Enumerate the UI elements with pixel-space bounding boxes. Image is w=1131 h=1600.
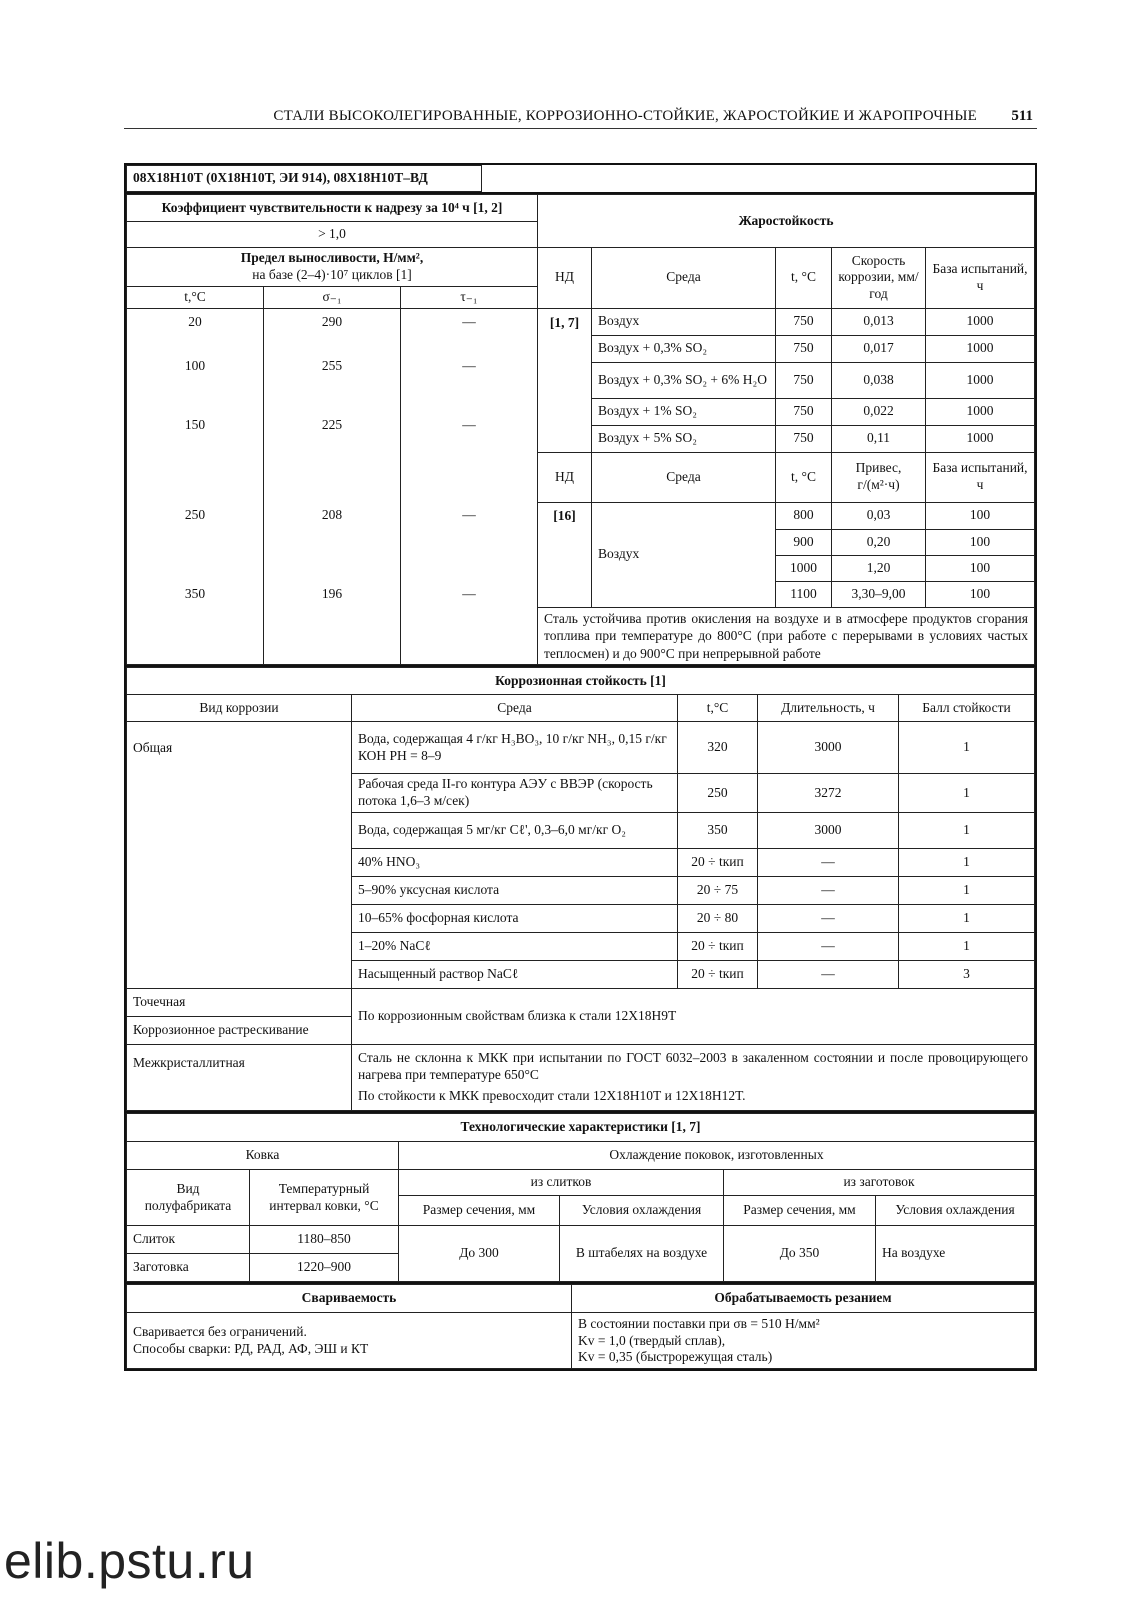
header-title: СТАЛИ ВЫСОКОЛЕГИРОВАННЫЕ, КОРРОЗИОННО-СТОЙКИЕ, ЖАРОСТОЙКИЕ И ЖАРОПРОЧНЫЕ [273,108,977,124]
watermark: elib.pstu.ru [4,1533,255,1589]
corrosion-h-duration: Длительность, ч [758,695,899,722]
endurance-title-main: Предел выносливости, Н/мм², [240,250,424,265]
corrosion-ig-note-2: По стойкости к МКК превосходит стали 12Х18Н10Т и 12Х18Н12Т. [358,1088,746,1104]
heat-h-base: База испытаний, ч [926,248,1035,309]
heat-cell: 0,013 [832,308,926,335]
heat-h-medium: Среда [592,248,776,309]
heat-h2-medium: Среда [592,452,776,502]
corrosion-pitting: Точечная [127,989,352,1017]
corrosion-cell: — [758,905,899,933]
corrosion-medium: Насыщенный раствор NaCℓ [352,961,678,989]
endurance-cell: 290 [264,308,401,335]
heat-medium: Воздух [592,308,776,335]
heat-cell: 100 [926,555,1035,581]
tech-h-size-billet: Размер сечения, мм [724,1196,876,1226]
corrosion-cell: 1 [899,905,1035,933]
heat-medium: Воздух + 0,3% SO₂ + 6% H₂O [592,362,776,398]
heat-medium: Воздух + 0,3% SO₂ [592,335,776,362]
endurance-heat-section [124,194,1037,667]
corrosion-cell: 3272 [758,774,899,813]
corrosion-cell: 3000 [758,722,899,774]
heat-h-temp: t, °C [776,248,832,309]
page-number: 511 [1011,108,1033,124]
running-header [124,106,1037,129]
endurance-cell: 225 [264,398,401,452]
corrosion-h-type: Вид коррозии [127,695,352,722]
corrosion-medium: 40% HNO₃ [352,849,678,877]
heat-cell: 750 [776,308,832,335]
corrosion-cell: — [758,849,899,877]
heat-cell: 100 [926,502,1035,529]
corrosion-cell: — [758,961,899,989]
notch-title: Коэффициент чувствительности к надрезу за 10⁴ ч [1, 2] [127,195,538,222]
corrosion-cell: 3 [899,961,1035,989]
heat-cell: 1000 [926,308,1035,335]
corrosion-cell: 250 [678,774,758,813]
corrosion-title: Коррозионная стойкость [1] [127,668,1035,695]
tech-h-range: Температурный интервал ковки, °С [250,1170,399,1226]
tech-forging: Ковка [127,1142,399,1170]
heat-h-nd: НД [538,248,592,309]
tech-title: Технологические характеристики [1, 7] [127,1114,1035,1142]
corrosion-medium: Рабочая среда II-го контура АЭУ с ВВЭР (скорость потока 1,6–3 м/сек) [352,774,678,813]
machining-title: Обрабатываемость резанием [572,1285,1035,1313]
heat-title: Жаростойкость [538,195,1035,248]
tech-billet-size: До 350 [724,1226,876,1282]
corrosion-section [124,667,1037,1113]
tech-ingot-size: До 300 [399,1226,560,1282]
heat-cell: 1000 [926,335,1035,362]
corrosion-ig-notes [352,1045,1035,1111]
corrosion-cell: 3000 [758,813,899,849]
heat-cell: 1000 [926,425,1035,452]
endurance-cell: 250 [127,502,264,529]
corrosion-cell: 20 ÷ tкип [678,961,758,989]
corrosion-h-temp: t,°C [678,695,758,722]
corrosion-cell: 20 ÷ tкип [678,849,758,877]
steel-datasheet [124,163,1037,1371]
endurance-h-tau: τ₋₁ [401,286,538,308]
heat-cell: 100 [926,529,1035,555]
corrosion-medium: 10–65% фосфорная кислота [352,905,678,933]
corrosion-cell: 1 [899,933,1035,961]
heat-nd-2: [16] [538,502,592,607]
corrosion-pitting-note: По коррозионным свойствам близка к стали 12Х18Н9Т [352,989,1035,1045]
corrosion-medium: 1–20% NaCℓ [352,933,678,961]
weld-machining-section [124,1284,1037,1371]
endurance-cell: 150 [127,398,264,452]
corrosion-stress: Коррозионное растрескивание [127,1017,352,1045]
weld-title: Свариваемость [127,1285,572,1313]
tech-billet-cond: На воздухе [876,1226,1035,1282]
heat-cell: 750 [776,398,832,425]
heat-cell: 750 [776,362,832,398]
endurance-cell: — [401,308,538,335]
endurance-cell: 196 [264,581,401,607]
corrosion-cell: 20 ÷ tкип [678,933,758,961]
corrosion-h-medium: Среда [352,695,678,722]
corrosion-cell: 20 ÷ 80 [678,905,758,933]
heat-cell: 1,20 [832,555,926,581]
heat-cell: 100 [926,581,1035,607]
tech-from-ingots: из слитков [399,1170,724,1196]
tech-h-type: Вид полуфабриката [127,1170,250,1226]
heat-cell: 0,017 [832,335,926,362]
corrosion-cell: 350 [678,813,758,849]
corrosion-h-score: Балл стойкости [899,695,1035,722]
machining-line-2: Kv = 1,0 (твердый сплав), [578,1332,726,1348]
corrosion-medium: Вода, содержащая 5 мг/кг Cℓ', 0,3–6,0 мг/кг O₂ [352,813,678,849]
endurance-cell: 350 [127,581,264,607]
endurance-cell: 255 [264,335,401,398]
machining-line-3: Kv = 0,35 (быстрорежущая сталь) [578,1348,773,1364]
tech-type: Заготовка [127,1254,250,1282]
heat-h-rate: Скорость коррозии, мм/год [832,248,926,309]
corrosion-cell: 1 [899,813,1035,849]
heat-cell: 1000 [926,362,1035,398]
tech-h-cond-ingot: Условия охлаждения [560,1196,724,1226]
heat-h2-nd: НД [538,452,592,502]
machining-line-1: В состоянии поставки при σв = 510 Н/мм² [578,1316,820,1332]
endurance-cell: 20 [127,308,264,335]
corrosion-medium: Вода, содержащая 4 г/кг H₃BO₃, 10 г/кг NH₃, 0,15 г/кг КОН РН = 8–9 [352,722,678,774]
endurance-cell: — [401,502,538,529]
heat-cell: 3,30–9,00 [832,581,926,607]
heat-cell: 1000 [926,398,1035,425]
heat-cell: 0,03 [832,502,926,529]
corrosion-intergranular: Межкристаллитная [127,1045,352,1111]
endurance-h-sigma: σ₋₁ [264,286,401,308]
heat-cell: 0,11 [832,425,926,452]
corrosion-ig-note-1: Сталь не склонна к МКК при испытании по ГОСТ 6032–2003 в закаленном состоянии и после провоцирующего нагрева при температуре 650°С [358,1050,1028,1083]
tech-range: 1220–900 [250,1254,399,1282]
tech-from-billets: из заготовок [724,1170,1035,1196]
heat-cell: 0,038 [832,362,926,398]
grade-section [124,163,1037,194]
heat-cell: 1100 [776,581,832,607]
heat-cell: 750 [776,335,832,362]
endurance-cell: 100 [127,335,264,398]
tech-type: Слиток [127,1226,250,1254]
heat-cell: 0,022 [832,398,926,425]
weld-text [127,1313,572,1369]
corrosion-cell: 1 [899,849,1035,877]
endurance-cell: 208 [264,502,401,529]
endurance-h-temp: t,°C [127,286,264,308]
endurance-title [127,248,538,287]
heat-cell: 800 [776,502,832,529]
heat-cell: 0,20 [832,529,926,555]
heat-medium: Воздух + 1% SO₂ [592,398,776,425]
heat-h2-base: База испытаний, ч [926,452,1035,502]
endurance-subtitle: на базе (2–4)·10⁷ циклов [1] [252,266,412,282]
endurance-cell: — [401,398,538,452]
weld-line-1: Сваривается без ограничений. [133,1323,307,1339]
tech-cooling: Охлаждение поковок, изготовленных [399,1142,1035,1170]
tech-h-cond-billet: Условия охлаждения [876,1196,1035,1226]
endurance-cell: — [401,335,538,398]
heat-h2-gain: Привес, г/(м²·ч) [832,452,926,502]
tech-ingot-cond: В штабелях на воздухе [560,1226,724,1282]
heat-note: Сталь устойчива против окисления на воздухе и в атмосфере продуктов сгорания топлива при температуре до 800°С (при работе с перерывами в условиях частых теплосмен) и до 900°С при непрерывной работе [538,607,1035,665]
corrosion-cell: — [758,877,899,905]
heat-medium-2: Воздух [592,502,776,607]
tech-h-size-ingot: Размер сечения, мм [399,1196,560,1226]
heat-cell: 1000 [776,555,832,581]
grade-title: 08Х18Н10Т (0Х18Н10Т, ЭИ 914), 08Х18Н10Т–ВД [127,166,482,192]
corrosion-cell: 1 [899,877,1035,905]
heat-cell: 750 [776,425,832,452]
endurance-cell: — [401,581,538,607]
machining-text [572,1313,1035,1369]
corrosion-cell: 320 [678,722,758,774]
heat-cell: 900 [776,529,832,555]
corrosion-cell: 1 [899,722,1035,774]
corrosion-cell: 1 [899,774,1035,813]
heat-medium: Воздух + 5% SO₂ [592,425,776,452]
tech-range: 1180–850 [250,1226,399,1254]
corrosion-general: Общая [127,722,352,989]
heat-nd-1: [1, 7] [538,308,592,452]
heat-h2-temp: t, °C [776,452,832,502]
corrosion-cell: 20 ÷ 75 [678,877,758,905]
tech-section [124,1113,1037,1284]
weld-line-2: Способы сварки: РД, РАД, АФ, ЭШ и КТ [133,1340,369,1356]
corrosion-medium: 5–90% уксусная кислота [352,877,678,905]
corrosion-cell: — [758,933,899,961]
notch-value: > 1,0 [127,222,538,248]
